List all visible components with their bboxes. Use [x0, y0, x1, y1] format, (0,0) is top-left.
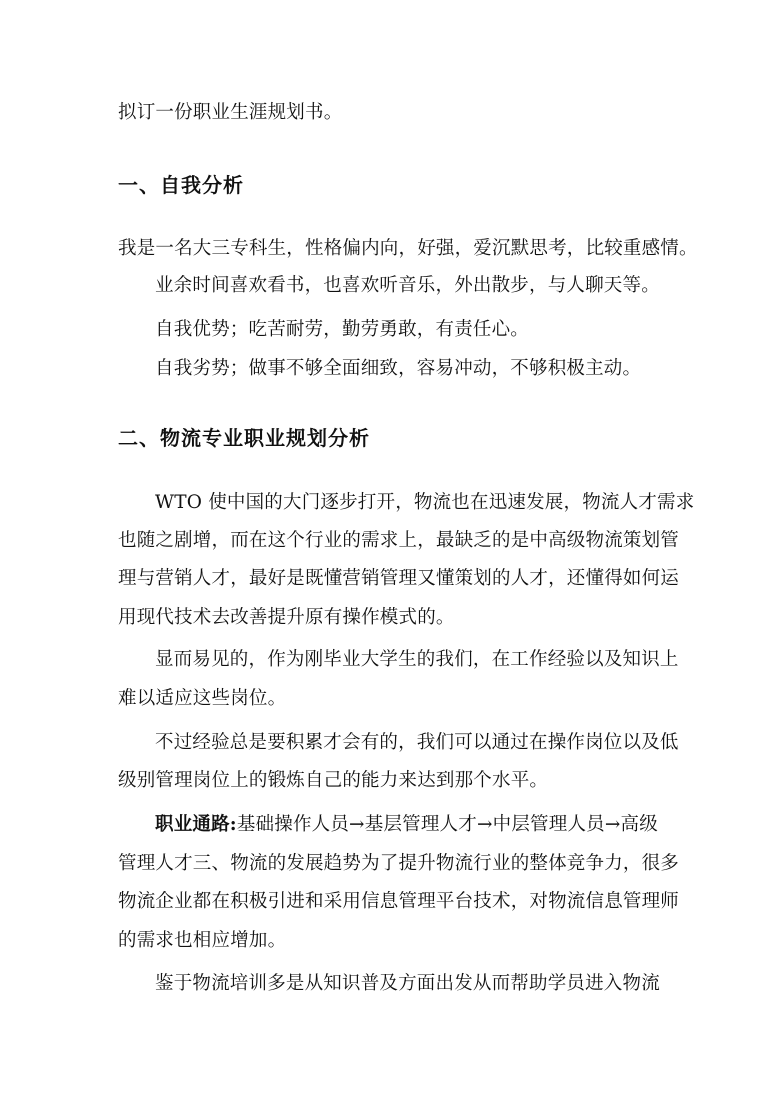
paragraph-line: 理与营销人才，最好是既懂营销管理又懂策划的人才，还懂得如何运: [118, 568, 680, 589]
intro-line: 拟订一份职业生涯规划书。: [118, 102, 343, 123]
paragraph-line: 物流企业都在积极引进和采用信息管理平台技术，对物流信息管理师: [118, 891, 680, 912]
paragraph-line: 难以适应这些岗位。: [118, 688, 287, 709]
strengths-paragraph: 自我优势；吃苦耐劳，勤劳勇敢，有责任心。: [155, 319, 530, 340]
paragraph-line: 不过经验总是要积累才会有的，我们可以通过在操作岗位以及低: [155, 732, 679, 753]
section-heading-self-analysis: 一、自我分析: [118, 173, 244, 197]
paragraph-line: 显而易见的，作为刚毕业大学生的我们，在工作经验以及知识上: [155, 649, 679, 670]
paragraph-line: 的需求也相应增加。: [118, 930, 287, 951]
paragraph-line: 用现代技术去改善提升原有操作模式的。: [118, 607, 455, 628]
hobbies-paragraph: 业余时间喜欢看书，也喜欢听音乐，外出散步，与人聊天等。: [155, 275, 660, 296]
career-path-text: 基础操作人员→基层管理人才→中层管理人员→高级: [236, 814, 658, 835]
section-heading-logistics-analysis: 二、物流专业职业规划分析: [118, 426, 370, 450]
self-analysis-paragraph: 我是一名大三专科生，性格偏内向，好强，爱沉默思考，比较重感情。: [118, 238, 698, 259]
paragraph-line: 也随之剧增，而在这个行业的需求上，最缺乏的是中高级物流策划管: [118, 530, 680, 551]
career-path-line: [155, 813, 658, 837]
paragraph-line: 鉴于物流培训多是从知识普及方面出发从而帮助学员进入物流: [155, 973, 660, 994]
paragraph-line: WTO 使中国的大门逐步打开，物流也在迅速发展，物流人才需求: [155, 492, 695, 513]
paragraph-line: 管理人才三、物流的发展趋势为了提升物流行业的整体竞争力，很多: [118, 853, 680, 874]
paragraph-line: 级别管理岗位上的锻炼自己的能力来达到那个水平。: [118, 770, 549, 791]
career-path-label: 职业通路:: [155, 814, 237, 835]
weaknesses-paragraph: 自我劣势；做事不够全面细致，容易冲动，不够积极主动。: [155, 358, 642, 379]
